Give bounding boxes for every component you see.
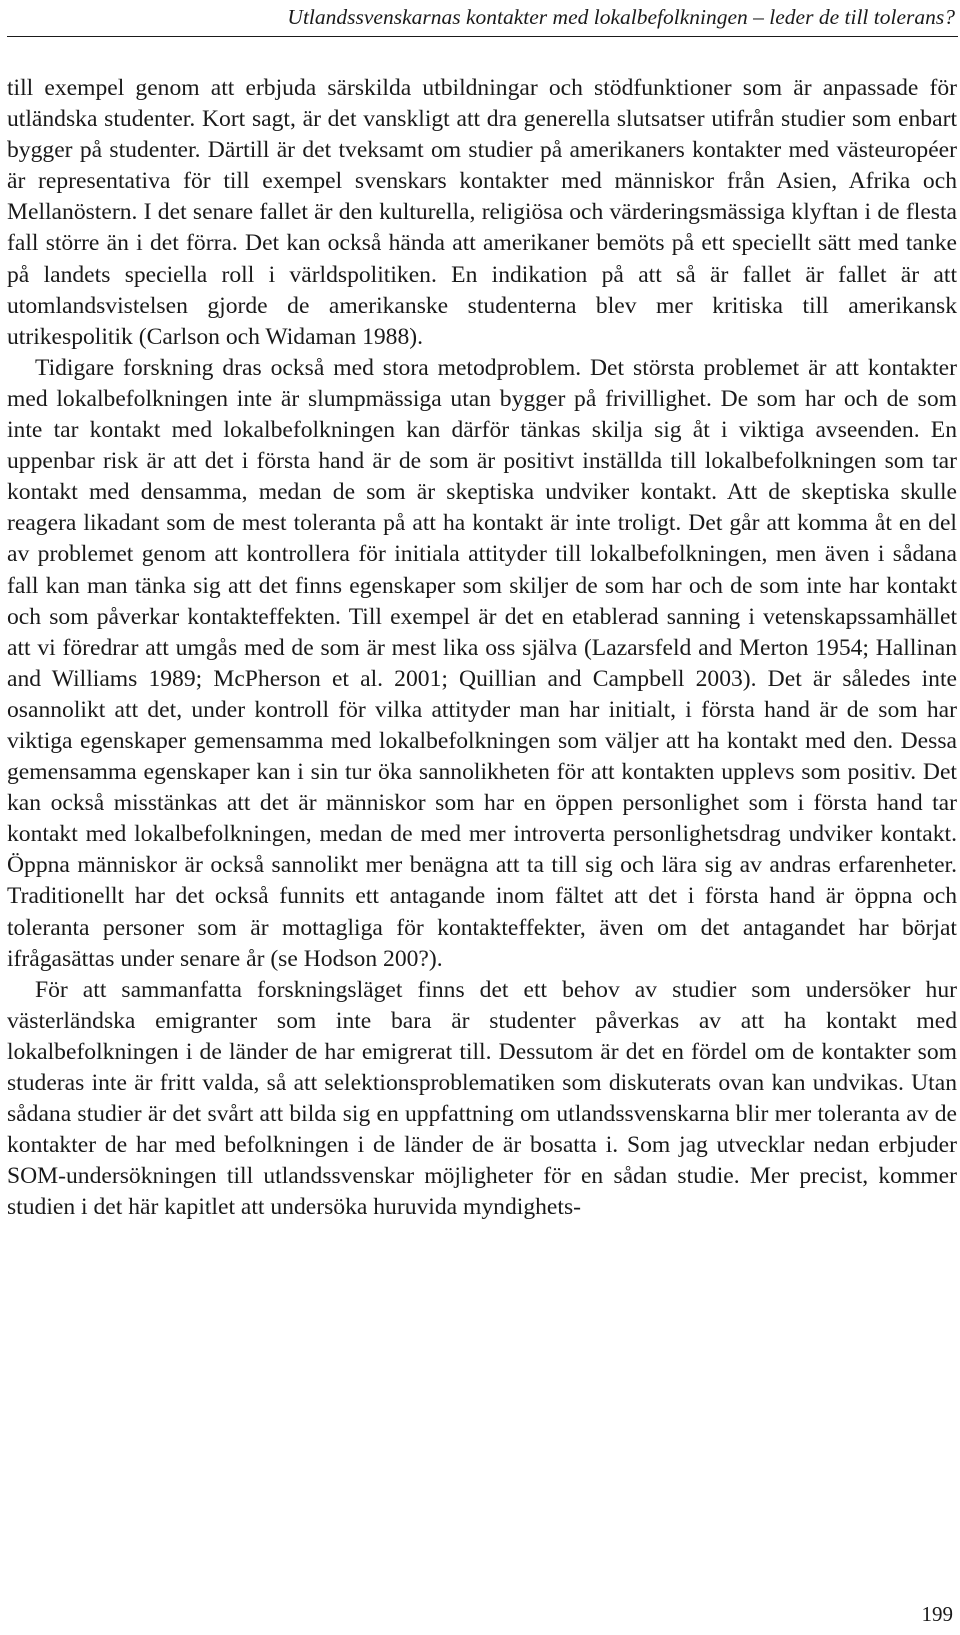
page-number: 199 (921, 1602, 953, 1626)
header-divider (7, 36, 958, 37)
running-header: Utlandssvenskarnas kontakter med lokalbefolkningen – leder de till tolerans? (287, 5, 955, 29)
paragraph-1: till exempel genom att erbjuda särskilda utbildningar och stödfunktioner som är anpassade för utländska studenter. Kort sagt, är det vanskligt att dra generella slutsatser utifrån studier som enbart bygger på studenter. Därtill är det tveksamt om studier på amerikaners kontakter med västeuropéer är representativa för till exempel svenskars kontakter med människor från Asien, Afrika och Mellanöstern. I det senare fallet är den kulturella, religiösa och värderingsmässiga klyftan i de flesta fall större än i det förra. Det kan också hända att amerikaner bemöts på ett speciellt sätt med tanke på landets speciella roll i världspolitiken. En indikation på att så är fallet är fallet är att utomlandsvistelsen gjorde de amerikanske studenterna blev mer kritiska till amerikansk utrikespolitik (Carlson och Widaman 1988). (7, 75, 957, 350)
body-text (7, 73, 957, 1223)
paragraph-2: Tidigare forskning dras också med stora metodproblem. Det största problemet är att kontakter med lokalbefolkningen inte är slumpmässiga utan bygger på frivillighet. De som har och de som inte tar kontakt med lokalbefolkningen kan därför tänkas skilja sig åt i viktiga avseenden. En uppenbar risk är att det i första hand är de som är positivt inställda till lokalbefolkningen som tar kontakt med densamma, medan de som är skeptiska undviker kontakt. Att de skeptiska skulle reagera likadant som de mest toleranta på att ha kontakt är inte troligt. Det går att komma åt en del av problemet genom att kontrollera för initiala attityder till lokalbefolkningen, men även i sådana fall kan man tänka sig att det finns egenskaper som skiljer de som har och de som inte har kontakt och som påverkar kontakteffekten. Till exempel är det en etablerad sanning i vetenskapssamhället att vi föredrar att umgås med de som är mest lika oss själva (Lazarsfeld and Merton 1954; Hallinan and Williams 1989; McPherson et al. 2001; Quillian and Campbell 2003). Det är således inte osannolikt att det, under kontroll för vilka attityder man har initialt, i första hand är de som har viktiga egenskaper gemensamma med lokalbefolkningen som väljer att ha kontakt med den. Dessa gemensamma egenskaper kan i sin tur öka sannolikheten för att kontakten upplevs som positiv. Det kan också misstänkas att det är människor som har en öppen personlighet som i första hand tar kontakt med lokalbefolkningen, medan de med mer introverta personlighetsdrag undviker kontakt. Öppna människor är också sannolikt mer benägna att ta till sig och lära sig av andras erfarenheter. Traditionellt har det också funnits ett antagande inom fältet att det i första hand är öppna och toleranta personer som är mottagliga för kontakteffekter, även om det antagandet har börjat ifrågasättas under senare år (se Hodson 200?). (7, 354, 957, 972)
paragraph-3: För att sammanfatta forskningsläget finns det ett behov av studier som undersöker hur västerländska emigranter som inte bara är studenter påverkas av att ha kontakt med lokalbefolkningen i de länder de har emigrerat till. Dessutom är det en fördel om de kontakter som studeras inte är fritt valda, så att selektionsproblematiken som diskuterats ovan kan undvikas. Utan sådana studier är det svårt att bilda sig en uppfattning om utlandssvenskarna blir mer toleranta av de kontakter de har med befolkningen i de länder de är bosatta i. Som jag utvecklar nedan erbjuder SOM-undersökningen till utlandssvenskar möjligheter för en sådan studie. Mer precist, kommer studien i det här kapitlet att undersöka huruvida myndighets- (7, 976, 957, 1221)
